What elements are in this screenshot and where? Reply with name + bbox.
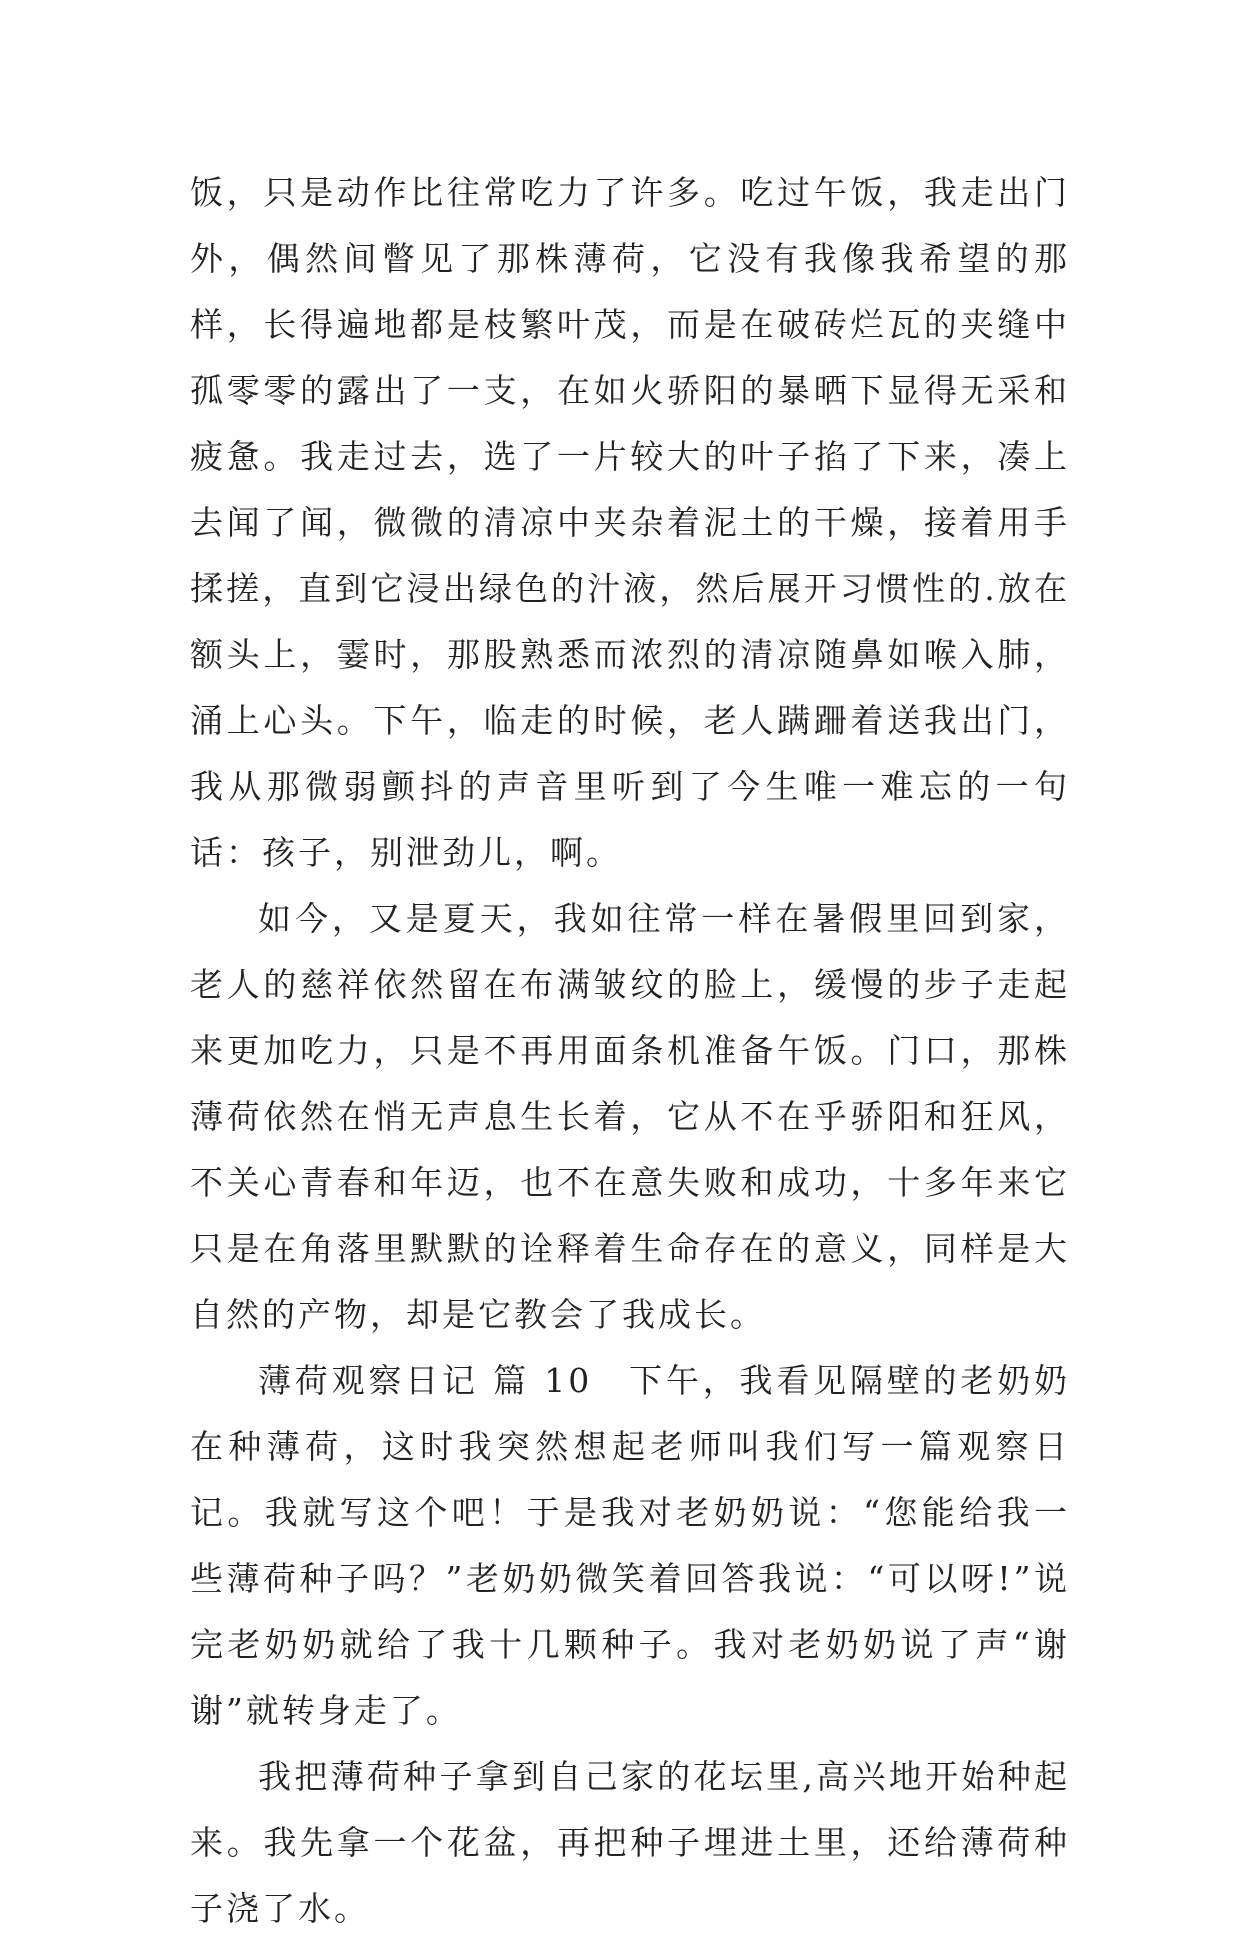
section-heading: 薄荷观察日记 篇 10 [258,1361,593,1400]
paragraph-3 [190,1348,1070,1744]
paragraph-2-text: 如今，又是夏天，我如往常一样在暑假里回到家，老人的慈祥依然留在布满皱纹的脸上，缓慢的步子走起来更加吃力，只是不再用面条机准备午饭。门口，那株薄荷依然在悄无声息生长着，它从不在乎骄阳和狂风，不关心青春和年迈，也不在意失败和成功，十多年来它只是在角落里默默的诠释着生命存在的意义，同样是大自然的产物，却是它教会了我成长。 [190,899,1070,1334]
paragraph-1 [190,160,1070,886]
paragraph-1-text: 饭，只是动作比往常吃力了许多。吃过午饭，我走出门外，偶然间瞥见了那株薄荷，它没有我像我希望的那样，长得遍地都是枝繁叶茂，而是在破砖烂瓦的夹缝中孤零零的露出了一支，在如火骄阳的暴晒下显得无采和疲惫。我走过去，选了一片较大的叶子掐了下来，凑上去闻了闻，微微的清凉中夹杂着泥土的干燥，接着用手揉搓，直到它浸出绿色的汁液，然后展开习惯性的.放在额头上，霎时，那股熟悉而浓烈的清凉随鼻如喉入肺，涌上心头。下午，临走的时候，老人蹒跚着送我出门，我从那微弱颤抖的声音里听到了今生唯一难忘的一句话：孩子，别泄劲儿，啊。 [190,173,1070,872]
document-body [190,160,1070,1942]
paragraph-4 [190,1744,1070,1942]
paragraph-4-text: 我把薄荷种子拿到自己家的花坛里,高兴地开始种起来。我先拿一个花盆，再把种子埋进土里，还给薄荷种子浇了水。 [190,1757,1070,1928]
paragraph-2 [190,886,1070,1348]
paragraph-3-text: 下午，我看见隔壁的老奶奶在种薄荷，这时我突然想起老师叫我们写一篇观察日记。我就写这个吧！于是我对老奶奶说：“您能给我一些薄荷种子吗？”老奶奶微笑着回答我说：“可以呀!”说完老奶奶就给了我十几颗种子。我对老奶奶说了声“谢谢”就转身走了。 [190,1361,1070,1730]
